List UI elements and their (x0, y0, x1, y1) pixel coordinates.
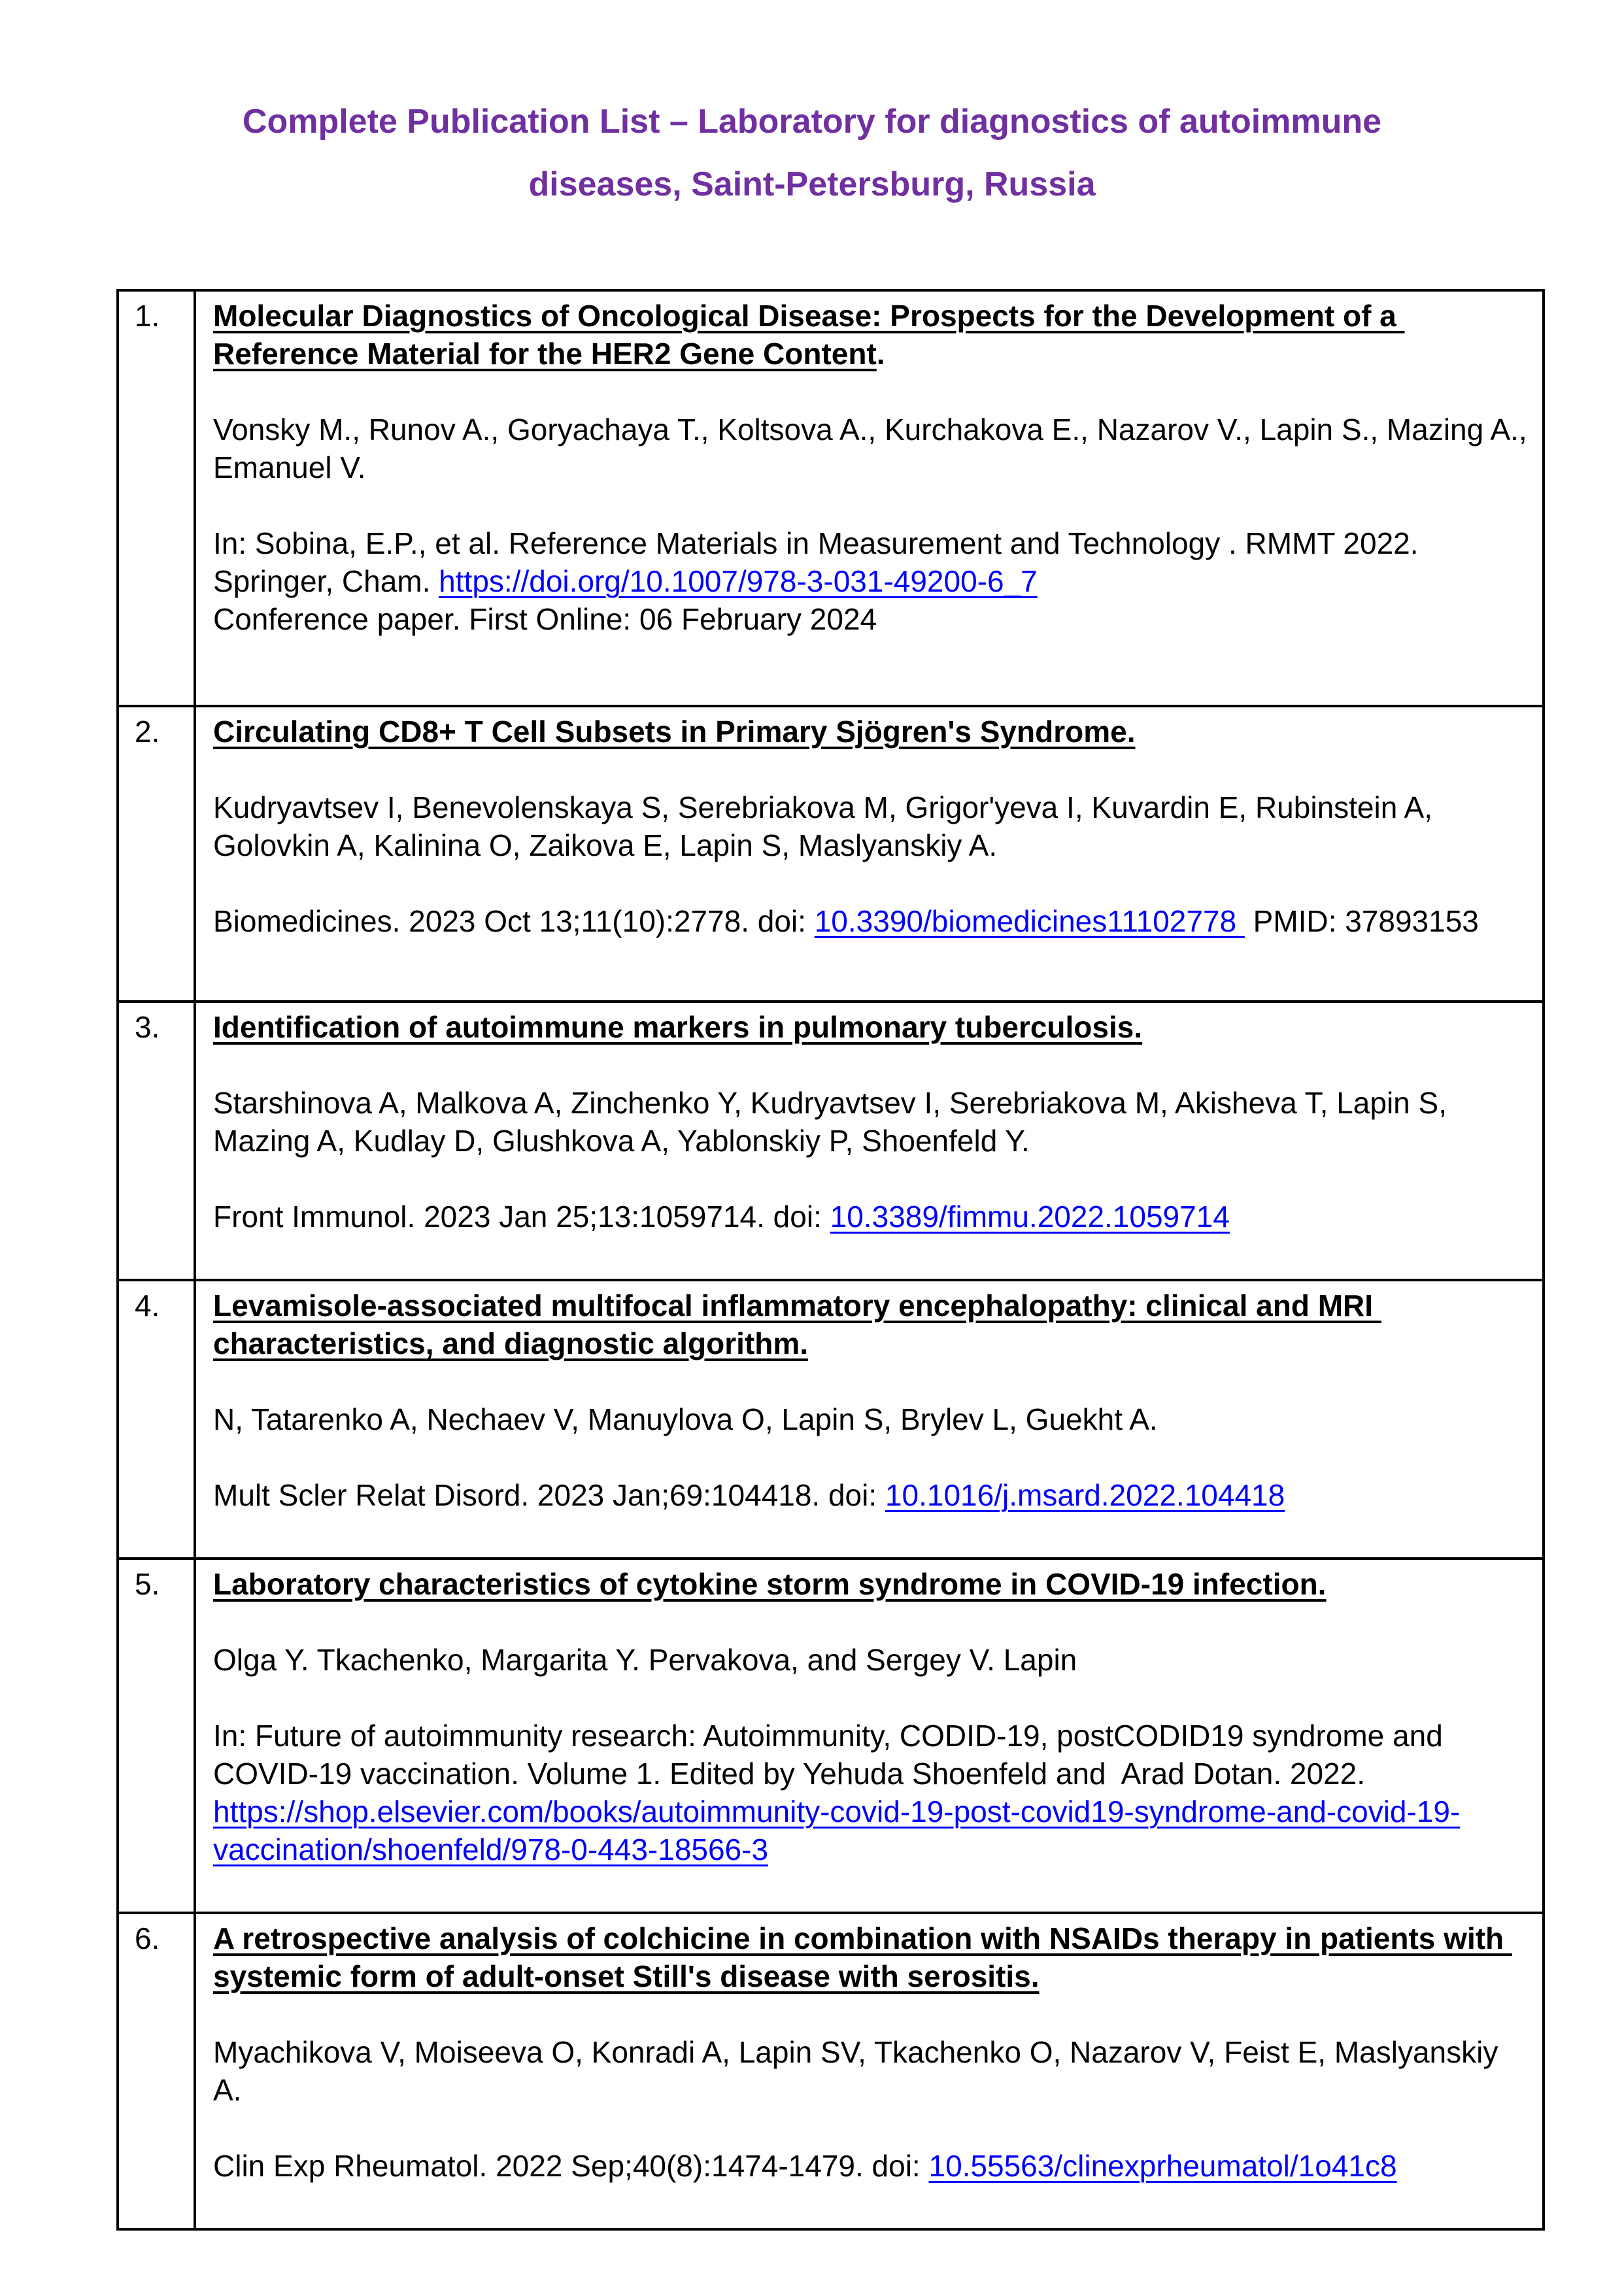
publication-citation: Clin Exp Rheumatol. 2022 Sep;40(8):1474-1479. doi: 10.55563/clinexprheumatol/1o41c8 (213, 2149, 1397, 2183)
publication-cell (195, 706, 1544, 1002)
publication-citation: In: Sobina, E.P., et al. Reference Materials in Measurement and Technology . RMMT 2022. Springer, Cham. https://doi.org/10.1007/978-3-031-49200-6_7 Conference paper. First Online: 06 February 2024 (213, 526, 1427, 636)
publication-authors: Kudryavtsev I, Benevolenskaya S, Serebriakova M, Grigor'yeva I, Kuvardin E, Rubinstein A, Golovkin A, Kalinina O, Zaikova E, Lapin S, Maslyanskiy A. (213, 790, 1441, 862)
publication-title (213, 297, 1531, 373)
doi-link[interactable]: 10.3389/fimmu.2022.1059714 (830, 1200, 1230, 1234)
doi-link[interactable]: 10.1016/j.msard.2022.104418 (885, 1478, 1285, 1512)
doi-link[interactable]: 10.3390/biomedicines11102778 (814, 904, 1245, 938)
publication-title-text: Identification of autoimmune markers in pulmonary tuberculosis. (213, 1010, 1143, 1044)
publication-title-text: Molecular Diagnostics of Oncological Disease: Prospects for the Development of a Reference Material for the HER2 Gene Content (213, 299, 1405, 371)
publication-title-suffix: . (876, 337, 885, 371)
publication-number: 1. (118, 290, 195, 706)
publication-title-text: Levamisole-associated multifocal inflammatory encephalopathy: clinical and MRI characteristics, and diagnostic algorithm. (213, 1289, 1381, 1360)
publication-cell (195, 1559, 1544, 1913)
table-row (118, 706, 1544, 1002)
publication-cell (195, 1280, 1544, 1559)
table-row (118, 1002, 1544, 1280)
doi-link[interactable]: 10.55563/clinexprheumatol/1o41c8 (928, 2149, 1397, 2183)
page-title-line1: Complete Publication List – Laboratory for diagnostics of autoimmune (242, 103, 1382, 141)
publication-citation: Front Immunol. 2023 Jan 25;13:1059714. doi: 10.3389/fimmu.2022.1059714 (213, 1200, 1230, 1234)
publication-title-text: Laboratory characteristics of cytokine storm syndrome in COVID-19 infection. (213, 1567, 1327, 1601)
publication-cell (195, 290, 1544, 706)
publication-authors: Vonsky M., Runov A., Goryachaya T., Koltsova A., Kurchakova E., Nazarov V., Lapin S., Mazing A., Emanuel V. (213, 413, 1536, 484)
publication-authors: N, Tatarenko A, Nechaev V, Manuylova O, Lapin S, Brylev L, Guekht A. (213, 1402, 1158, 1436)
publication-number: 3. (118, 1002, 195, 1280)
doi-link[interactable]: https://shop.elsevier.com/books/autoimmunity-covid-19-post-covid19-syndrome-and-covid-19-vaccination/shoenfeld/978-0-443-18566-3 (213, 1795, 1461, 1866)
publication-number: 6. (118, 1913, 195, 2229)
publication-title (213, 1919, 1531, 1995)
table-row (118, 290, 1544, 706)
publication-title-text: Circulating CD8+ T Cell Subsets in Primary Sjögren's Syndrome. (213, 715, 1136, 749)
table-row (118, 1280, 1544, 1559)
publication-citation: In: Future of autoimmunity research: Autoimmunity, CODID-19, postCODID19 syndrome and COVID-19 vaccination. Volume 1. Edited by Yehuda Shoenfeld and Arad Dotan. 2022. https://shop.elsevier.com/books/autoimmunity-covid-19-post-covid19-syndrome-and-covid-19-vaccination/shoenfeld/978-0-443-18566-3 (213, 1719, 1461, 1866)
publication-title-text: A retrospective analysis of colchicine in combination with NSAIDs therapy in patients with systemic form of adult-onset Still's disease with serositis. (213, 1921, 1512, 1993)
publication-number: 5. (118, 1559, 195, 1913)
publication-table (116, 289, 1545, 2231)
publication-title (213, 1287, 1531, 1362)
page-title-line2: diseases, Saint-Petersburg, Russia (528, 165, 1096, 203)
table-row (118, 1913, 1544, 2229)
publication-citation: Biomedicines. 2023 Oct 13;11(10):2778. doi: 10.3390/biomedicines11102778 PMID: 37893153 (213, 904, 1479, 938)
table-row (118, 1559, 1544, 1913)
publication-authors: Olga Y. Tkachenko, Margarita Y. Pervakova, and Sergey V. Lapin (213, 1643, 1077, 1677)
publication-authors: Myachikova V, Moiseeva O, Konradi A, Lapin SV, Tkachenko O, Nazarov V, Feist E, Maslyanskiy A. (213, 2035, 1505, 2107)
publication-title (213, 1008, 1531, 1046)
publication-title (213, 713, 1531, 751)
publication-title (213, 1565, 1531, 1603)
publication-authors: Starshinova A, Malkova A, Zinchenko Y, Kudryavtsev I, Serebriakova M, Akisheva T, Lapin S, Mazing A, Kudlay D, Glushkova A, Yablonskiy P, Shoenfeld Y. (213, 1086, 1455, 1158)
publication-cell (195, 1002, 1544, 1280)
publication-number: 2. (118, 706, 195, 1002)
publication-number: 4. (118, 1280, 195, 1559)
doi-link[interactable]: https://doi.org/10.1007/978-3-031-49200-6_7 (439, 564, 1038, 598)
page-title (52, 90, 1572, 216)
publication-citation: Mult Scler Relat Disord. 2023 Jan;69:104418. doi: 10.1016/j.msard.2022.104418 (213, 1478, 1285, 1512)
publication-cell (195, 1913, 1544, 2229)
